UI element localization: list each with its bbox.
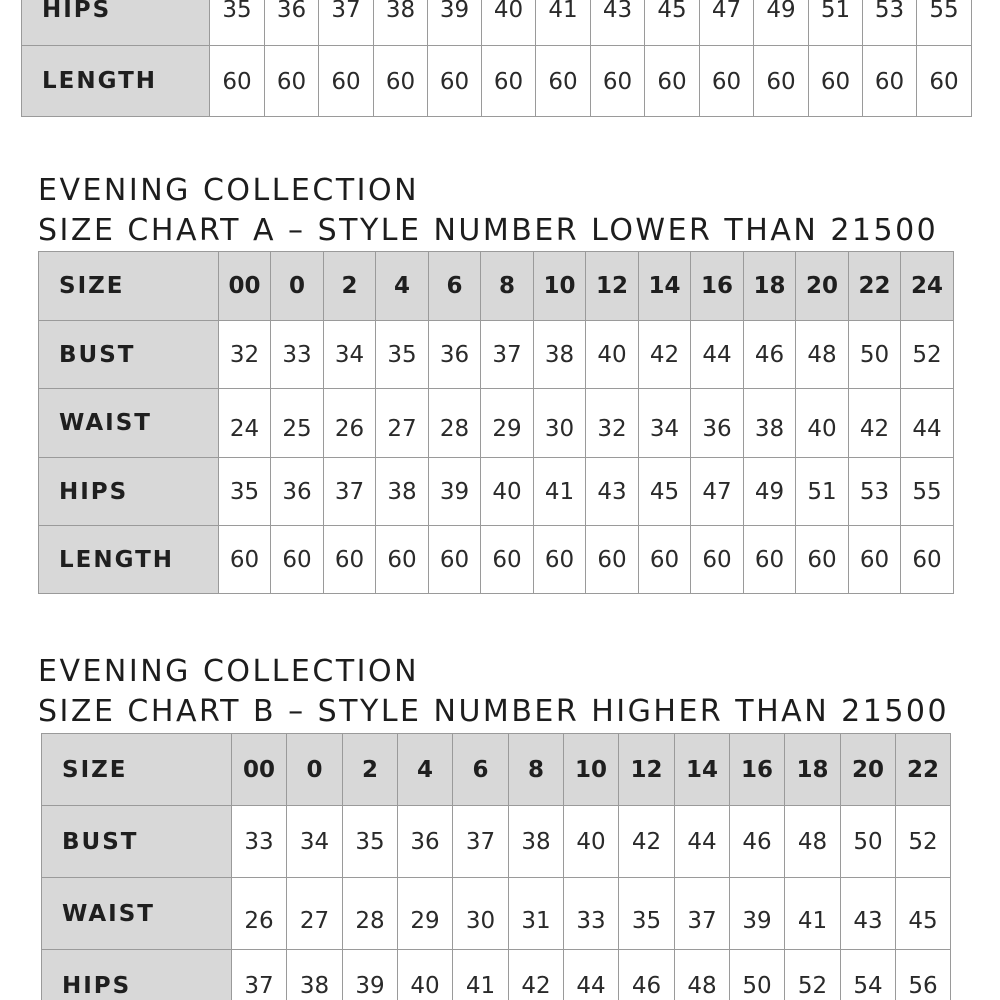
waist-cell: 25 [271, 389, 324, 458]
length-cell: 60 [796, 526, 849, 594]
row-hips [39, 458, 954, 526]
size-cell: 2 [324, 252, 376, 321]
length-cell: 60 [374, 46, 428, 117]
hips-cell: 43 [591, 0, 645, 46]
length-cell: 60 [639, 526, 691, 594]
size-cell: 00 [219, 252, 271, 321]
size-chart-b-table [41, 733, 951, 1000]
waist-cell: 26 [232, 878, 287, 950]
length-cell: 60 [324, 526, 376, 594]
size-cell: 12 [586, 252, 639, 321]
size-cell: 2 [343, 734, 398, 806]
hips-cell: 55 [917, 0, 972, 46]
length-cell: 60 [849, 526, 901, 594]
hips-cell: 38 [287, 950, 343, 1000]
row-label-length: LENGTH [22, 46, 210, 117]
hips-cell: 49 [754, 0, 809, 46]
size-cell: 18 [744, 252, 796, 321]
hips-cell: 41 [453, 950, 509, 1000]
hips-cell: 54 [841, 950, 896, 1000]
hips-cell: 51 [796, 458, 849, 526]
length-cell: 60 [429, 526, 481, 594]
size-cell: 24 [901, 252, 954, 321]
waist-cell: 34 [639, 389, 691, 458]
row-hips [42, 950, 951, 1000]
size-cell: 16 [730, 734, 785, 806]
bust-cell: 40 [564, 806, 619, 878]
row-label-bust: BUST [39, 321, 219, 389]
size-chart-a-heading [38, 171, 938, 251]
waist-cell: 27 [287, 878, 343, 950]
length-cell: 60 [754, 46, 809, 117]
size-cell: 12 [619, 734, 675, 806]
row-size [39, 252, 954, 321]
hips-cell: 53 [849, 458, 901, 526]
size-chart-b-heading [38, 652, 949, 732]
size-cell: 00 [232, 734, 287, 806]
size-cell: 16 [691, 252, 744, 321]
bust-cell: 32 [219, 321, 271, 389]
collection-title: EVENING COLLECTION [38, 654, 420, 689]
waist-cell: 33 [564, 878, 619, 950]
size-cell: 14 [639, 252, 691, 321]
hips-cell: 51 [809, 0, 863, 46]
waist-cell: 36 [691, 389, 744, 458]
bust-cell: 37 [453, 806, 509, 878]
length-cell: 60 [482, 46, 536, 117]
waist-cell: 26 [324, 389, 376, 458]
size-cell: 10 [534, 252, 586, 321]
hips-cell: 36 [265, 0, 319, 46]
waist-cell: 42 [849, 389, 901, 458]
hips-cell: 41 [534, 458, 586, 526]
bust-cell: 34 [287, 806, 343, 878]
row-label-waist: WAIST [42, 878, 232, 950]
size-cell: 6 [429, 252, 481, 321]
bust-cell: 48 [796, 321, 849, 389]
bust-cell: 50 [841, 806, 896, 878]
bust-cell: 36 [429, 321, 481, 389]
size-cell: 20 [796, 252, 849, 321]
hips-cell: 39 [343, 950, 398, 1000]
size-cell: 22 [896, 734, 951, 806]
length-cell: 60 [265, 46, 319, 117]
waist-cell: 30 [534, 389, 586, 458]
bust-cell: 52 [896, 806, 951, 878]
bust-cell: 44 [675, 806, 730, 878]
size-cell: 10 [564, 734, 619, 806]
size-cell: 8 [481, 252, 534, 321]
waist-cell: 38 [744, 389, 796, 458]
hips-cell: 50 [730, 950, 785, 1000]
length-cell: 60 [645, 46, 700, 117]
hips-cell: 38 [376, 458, 429, 526]
length-cell: 60 [691, 526, 744, 594]
hips-cell: 35 [219, 458, 271, 526]
row-label-hips: HIPS [42, 950, 232, 1000]
length-cell: 60 [536, 46, 591, 117]
row-waist [42, 878, 951, 950]
bust-cell: 36 [398, 806, 453, 878]
hips-cell: 56 [896, 950, 951, 1000]
hips-cell: 52 [785, 950, 841, 1000]
row-label-hips: HIPS [22, 0, 210, 46]
bust-cell: 44 [691, 321, 744, 389]
hips-cell: 35 [210, 0, 265, 46]
row-waist [39, 389, 954, 458]
waist-cell: 45 [896, 878, 951, 950]
hips-cell: 44 [564, 950, 619, 1000]
hips-cell: 42 [509, 950, 564, 1000]
length-cell: 60 [586, 526, 639, 594]
collection-title: EVENING COLLECTION [38, 173, 420, 208]
bust-cell: 38 [534, 321, 586, 389]
length-cell: 60 [428, 46, 482, 117]
row-label-size: SIZE [42, 734, 232, 806]
row-size [42, 734, 951, 806]
hips-cell: 37 [232, 950, 287, 1000]
size-cell: 18 [785, 734, 841, 806]
size-cell: 8 [509, 734, 564, 806]
bust-cell: 48 [785, 806, 841, 878]
hips-cell: 37 [319, 0, 374, 46]
hips-cell: 38 [374, 0, 428, 46]
bust-cell: 42 [619, 806, 675, 878]
hips-cell: 48 [675, 950, 730, 1000]
length-cell: 60 [901, 526, 954, 594]
bust-cell: 35 [376, 321, 429, 389]
hips-cell: 47 [700, 0, 754, 46]
hips-cell: 49 [744, 458, 796, 526]
row-label-size: SIZE [39, 252, 219, 321]
bust-cell: 52 [901, 321, 954, 389]
hips-cell: 40 [482, 0, 536, 46]
hips-cell: 47 [691, 458, 744, 526]
row-hips [22, 0, 972, 46]
bust-cell: 33 [232, 806, 287, 878]
length-cell: 60 [917, 46, 972, 117]
waist-cell: 28 [429, 389, 481, 458]
size-cell: 4 [376, 252, 429, 321]
hips-cell: 45 [639, 458, 691, 526]
waist-cell: 29 [481, 389, 534, 458]
waist-cell: 40 [796, 389, 849, 458]
size-cell: 22 [849, 252, 901, 321]
waist-cell: 24 [219, 389, 271, 458]
bust-cell: 46 [744, 321, 796, 389]
hips-cell: 46 [619, 950, 675, 1000]
length-cell: 60 [809, 46, 863, 117]
row-label-length: LENGTH [39, 526, 219, 594]
hips-cell: 41 [536, 0, 591, 46]
size-chart-b-subtitle: SIZE CHART B – STYLE NUMBER HIGHER THAN 21500 [38, 694, 950, 729]
bust-cell: 33 [271, 321, 324, 389]
row-length [22, 46, 972, 117]
row-label-hips: HIPS [39, 458, 219, 526]
length-cell: 60 [271, 526, 324, 594]
size-cell: 4 [398, 734, 453, 806]
row-label-bust: BUST [42, 806, 232, 878]
bust-cell: 35 [343, 806, 398, 878]
hips-cell: 39 [428, 0, 482, 46]
hips-cell: 53 [863, 0, 917, 46]
size-cell: 0 [271, 252, 324, 321]
row-bust [42, 806, 951, 878]
hips-cell: 40 [481, 458, 534, 526]
waist-cell: 27 [376, 389, 429, 458]
size-cell: 0 [287, 734, 343, 806]
length-cell: 60 [319, 46, 374, 117]
length-cell: 60 [534, 526, 586, 594]
size-chart-a-table [38, 251, 954, 594]
row-bust [39, 321, 954, 389]
row-length [39, 526, 954, 594]
bust-cell: 37 [481, 321, 534, 389]
bust-cell: 34 [324, 321, 376, 389]
size-cell: 14 [675, 734, 730, 806]
length-cell: 60 [376, 526, 429, 594]
length-cell: 60 [210, 46, 265, 117]
size-chart-a-subtitle: SIZE CHART A – STYLE NUMBER LOWER THAN 21500 [38, 213, 939, 248]
hips-cell: 37 [324, 458, 376, 526]
bust-cell: 42 [639, 321, 691, 389]
waist-cell: 41 [785, 878, 841, 950]
hips-cell: 36 [271, 458, 324, 526]
waist-cell: 43 [841, 878, 896, 950]
hips-cell: 40 [398, 950, 453, 1000]
size-cell: 6 [453, 734, 509, 806]
hips-cell: 55 [901, 458, 954, 526]
bust-cell: 46 [730, 806, 785, 878]
waist-cell: 30 [453, 878, 509, 950]
length-cell: 60 [219, 526, 271, 594]
hips-cell: 39 [429, 458, 481, 526]
length-cell: 60 [700, 46, 754, 117]
waist-cell: 35 [619, 878, 675, 950]
bust-cell: 38 [509, 806, 564, 878]
length-cell: 60 [744, 526, 796, 594]
waist-cell: 32 [586, 389, 639, 458]
size-cell: 20 [841, 734, 896, 806]
waist-cell: 37 [675, 878, 730, 950]
waist-cell: 44 [901, 389, 954, 458]
length-cell: 60 [591, 46, 645, 117]
length-cell: 60 [481, 526, 534, 594]
waist-cell: 28 [343, 878, 398, 950]
waist-cell: 31 [509, 878, 564, 950]
size-table-top-partial [21, 0, 972, 117]
hips-cell: 43 [586, 458, 639, 526]
row-label-waist: WAIST [39, 389, 219, 458]
bust-cell: 50 [849, 321, 901, 389]
waist-cell: 29 [398, 878, 453, 950]
waist-cell: 39 [730, 878, 785, 950]
bust-cell: 40 [586, 321, 639, 389]
length-cell: 60 [863, 46, 917, 117]
hips-cell: 45 [645, 0, 700, 46]
